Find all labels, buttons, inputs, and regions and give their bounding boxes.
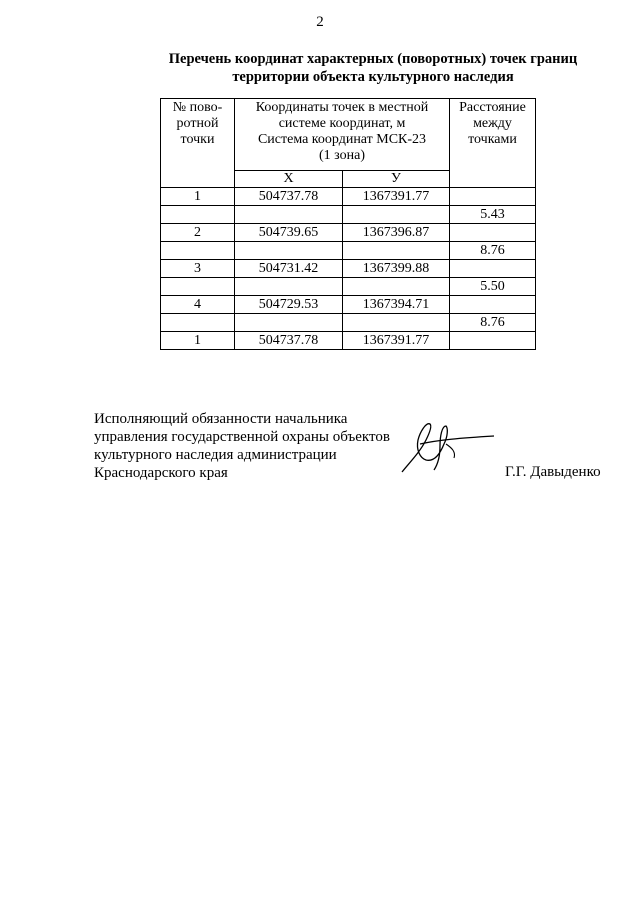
table-row bbox=[161, 296, 536, 314]
y-coordinate-cell bbox=[343, 206, 450, 224]
signer-name: Г.Г. Давыденко bbox=[505, 464, 601, 480]
distance-cell bbox=[450, 260, 536, 278]
y-coordinate-cell bbox=[343, 242, 450, 260]
table-row bbox=[161, 332, 536, 350]
point-number-cell: 1 bbox=[161, 332, 235, 350]
x-coordinate-cell bbox=[235, 278, 343, 296]
y-coordinate-cell: 1367396.87 bbox=[343, 224, 450, 242]
table-row bbox=[161, 206, 536, 224]
y-coordinate-cell: 1367394.71 bbox=[343, 296, 450, 314]
title-line-1: Перечень координат характерных (поворотных) точек границ bbox=[168, 51, 578, 67]
distance-cell bbox=[450, 188, 536, 206]
table-row bbox=[161, 242, 536, 260]
table-row bbox=[161, 260, 536, 278]
point-number-cell bbox=[161, 206, 235, 224]
x-coordinate-cell bbox=[235, 242, 343, 260]
distance-cell: 8.76 bbox=[450, 314, 536, 332]
position-line-3: культурного наследия администрации bbox=[94, 447, 337, 463]
point-number-cell: 2 bbox=[161, 224, 235, 242]
table-row bbox=[161, 188, 536, 206]
x-coordinate-cell bbox=[235, 206, 343, 224]
position-line-2: управления государственной охраны объектов bbox=[94, 429, 390, 445]
x-coordinate-cell: 504739.65 bbox=[235, 224, 343, 242]
header-x: X bbox=[235, 171, 343, 188]
header-y: У bbox=[343, 171, 450, 188]
x-coordinate-cell: 504731.42 bbox=[235, 260, 343, 278]
y-coordinate-cell: 1367391.77 bbox=[343, 332, 450, 350]
point-number-cell: 3 bbox=[161, 260, 235, 278]
distance-cell: 8.76 bbox=[450, 242, 536, 260]
y-coordinate-cell bbox=[343, 278, 450, 296]
position-line-4: Краснодарского края bbox=[94, 465, 228, 481]
y-coordinate-cell: 1367391.77 bbox=[343, 188, 450, 206]
page-number: 2 bbox=[316, 14, 324, 30]
x-coordinate-cell: 504737.78 bbox=[235, 188, 343, 206]
distance-cell: 5.50 bbox=[450, 278, 536, 296]
position-line-1: Исполняющий обязанности начальника bbox=[94, 411, 348, 427]
signatory-position bbox=[94, 410, 390, 482]
table-body bbox=[161, 188, 536, 350]
distance-cell bbox=[450, 296, 536, 314]
y-coordinate-cell bbox=[343, 314, 450, 332]
header-coordinates: Координаты точек в местной системе координат, м Система координат МСК-23 (1 зона) bbox=[235, 99, 450, 171]
distance-cell: 5.43 bbox=[450, 206, 536, 224]
point-number-cell: 1 bbox=[161, 188, 235, 206]
coordinates-table bbox=[160, 98, 536, 350]
point-number-cell: 4 bbox=[161, 296, 235, 314]
distance-cell bbox=[450, 332, 536, 350]
title-line-2: территории объекта культурного наследия bbox=[232, 69, 514, 85]
table-row bbox=[161, 314, 536, 332]
table-header-row bbox=[161, 99, 536, 171]
x-coordinate-cell bbox=[235, 314, 343, 332]
document-title bbox=[150, 50, 596, 86]
point-number-cell bbox=[161, 314, 235, 332]
point-number-cell bbox=[161, 242, 235, 260]
x-coordinate-cell: 504737.78 bbox=[235, 332, 343, 350]
distance-cell bbox=[450, 224, 536, 242]
header-point-number: № пово- ротной точки bbox=[161, 99, 235, 188]
table-row bbox=[161, 278, 536, 296]
header-distance: Расстояние между точками bbox=[450, 99, 536, 188]
handwritten-signature bbox=[390, 418, 500, 476]
x-coordinate-cell: 504729.53 bbox=[235, 296, 343, 314]
table-row bbox=[161, 224, 536, 242]
y-coordinate-cell: 1367399.88 bbox=[343, 260, 450, 278]
point-number-cell bbox=[161, 278, 235, 296]
